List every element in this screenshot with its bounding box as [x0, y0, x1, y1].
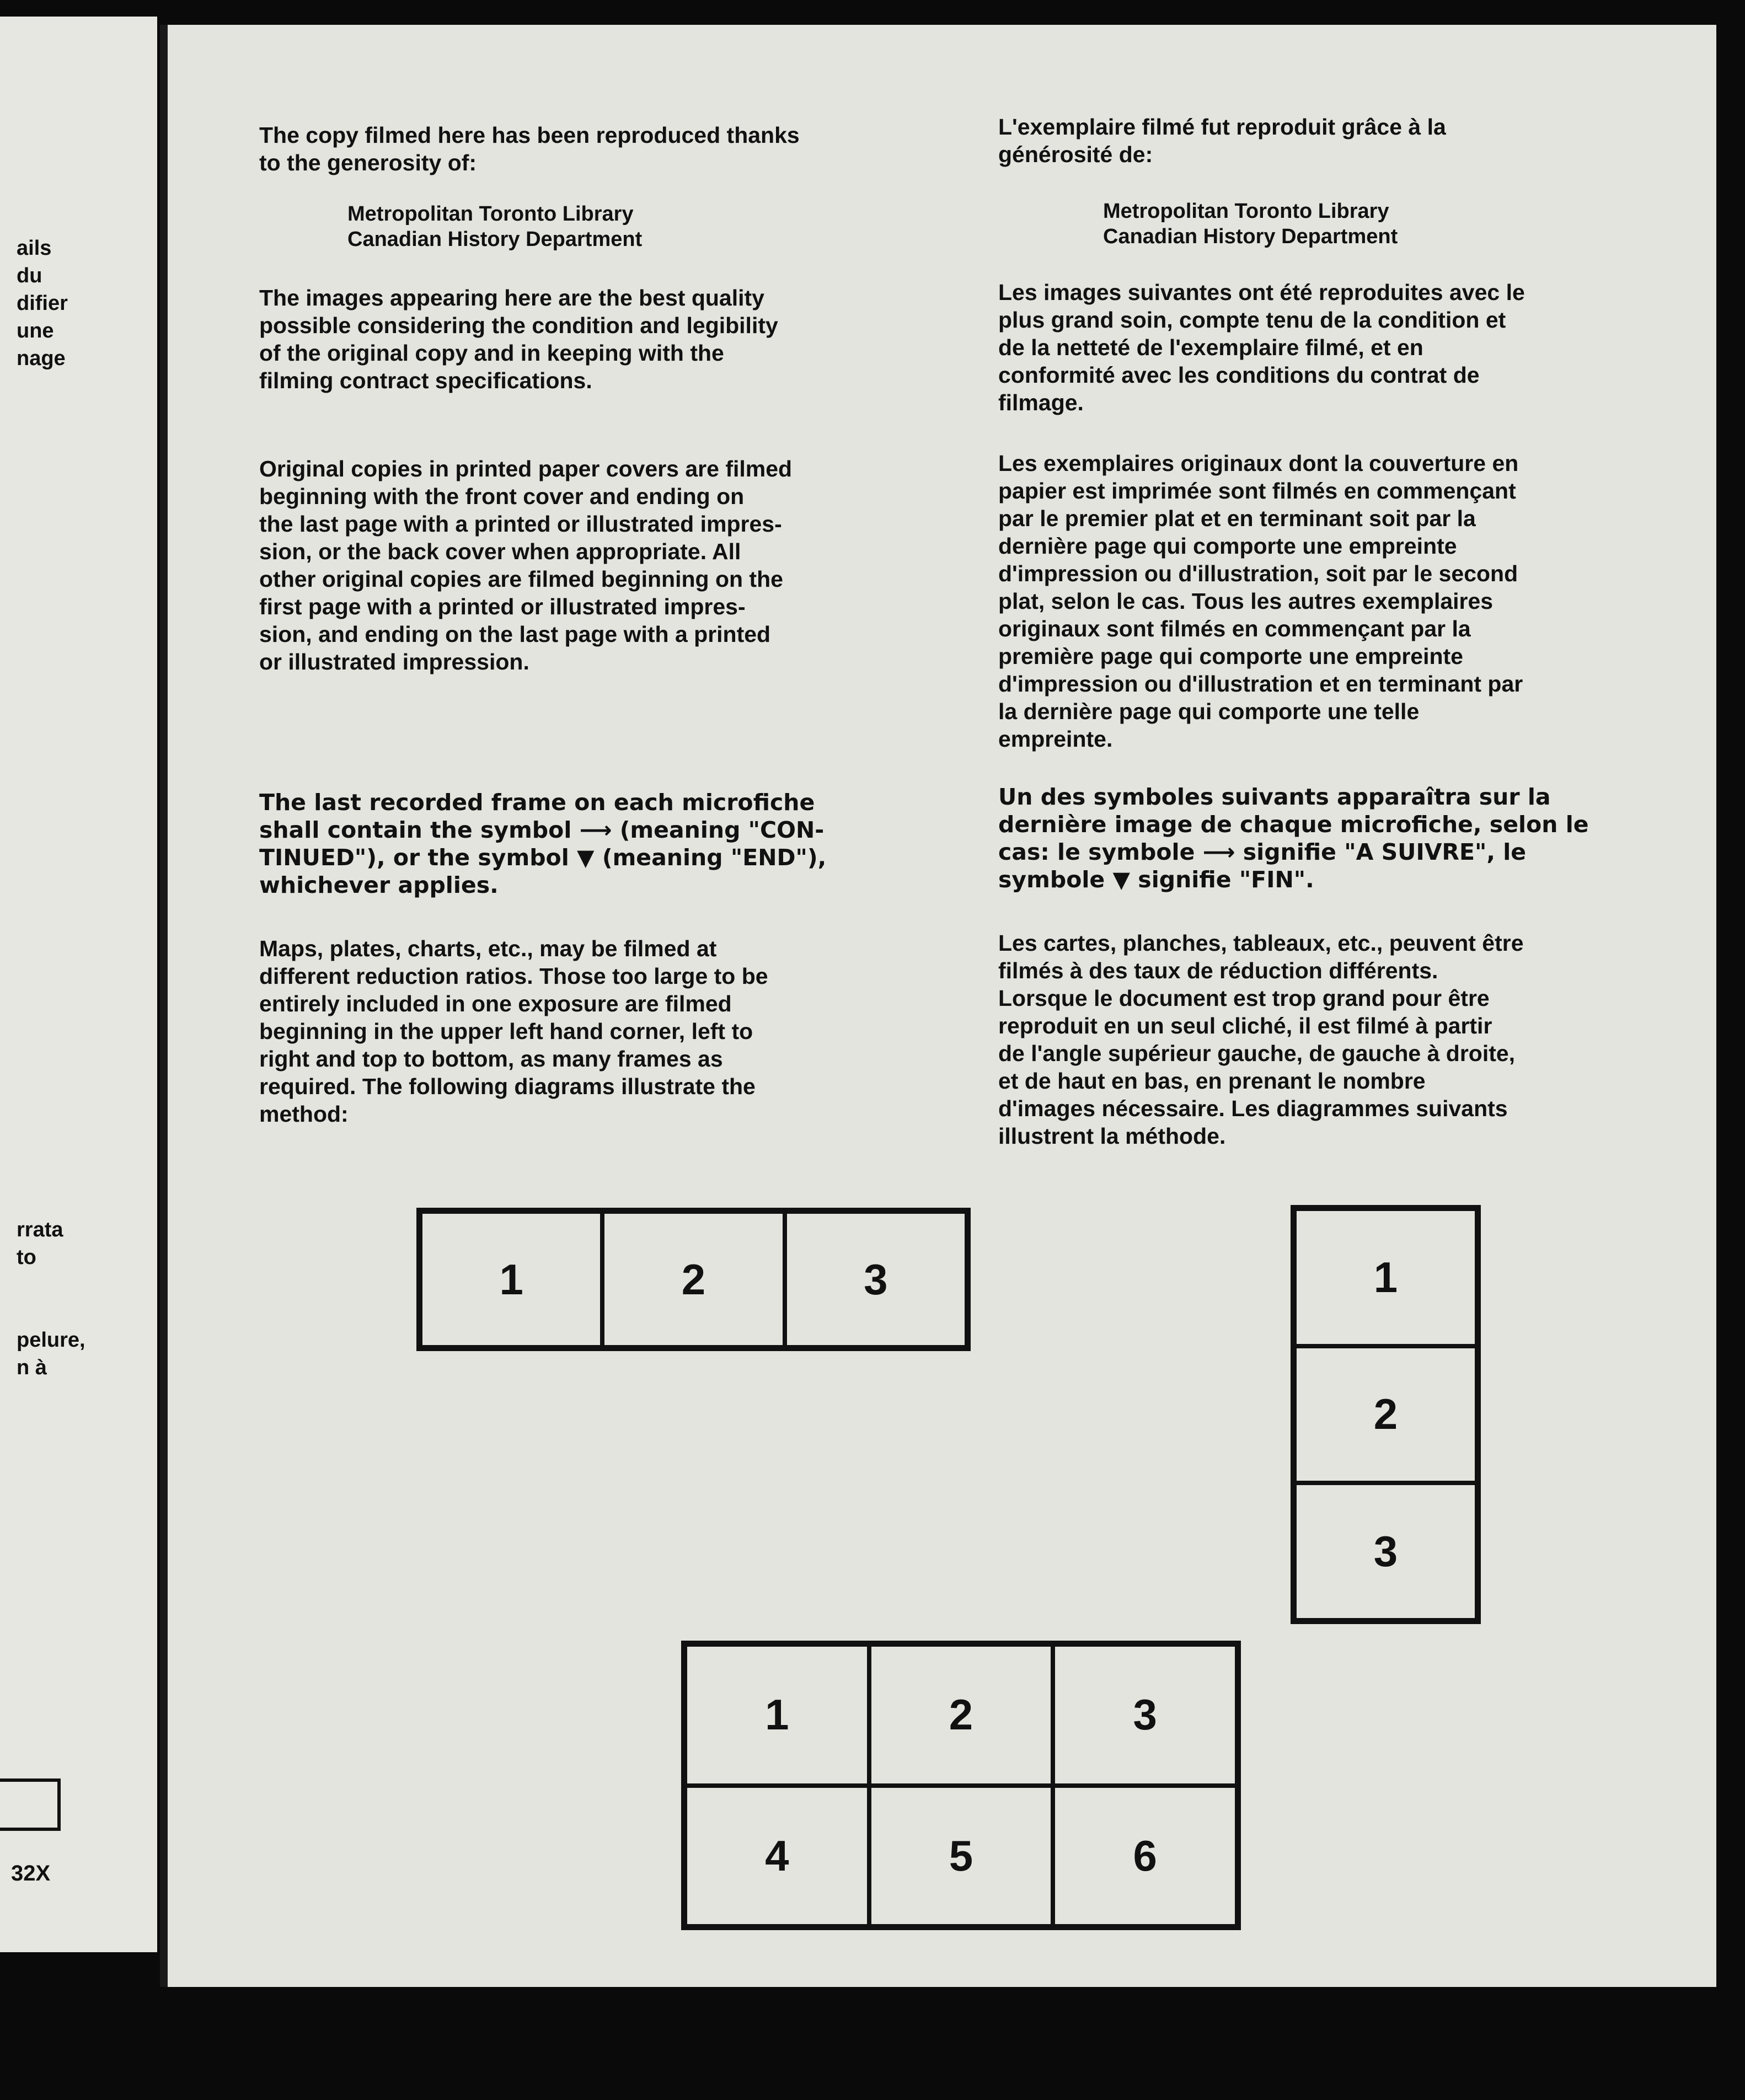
frame-cell: 2	[602, 1212, 784, 1347]
en-symbols: The last recorded frame on each microfiche shall contain the symbol ⟶ (meaning "CON- TINUED"), or the symbol ▼ (meaning "END"), whichever applies.	[259, 789, 827, 898]
diagram-grid	[681, 1641, 1241, 1930]
diagram-vertical	[1291, 1205, 1481, 1624]
fr-quality: Les images suivantes ont été reproduites avec le plus grand soin, compte tenu de la condition et de la netteté de l'exemplaire filmé, et en conformité avec les conditions du contrat de filmage.	[998, 280, 1525, 415]
frame-cell: 1	[1294, 1209, 1477, 1346]
frame-cell: 4	[685, 1786, 869, 1927]
main-page	[160, 25, 1716, 1987]
en-quality: The images appearing here are the best quality possible considering the condition and legibility of the original copy and in keeping with the filming contract specifications.	[259, 285, 778, 393]
fr-institution: Metropolitan Toronto Library Canadian History Department	[1103, 200, 1398, 248]
en-maps: Maps, plates, charts, etc., may be filmed at different reduction ratios. Those too large to be entirely included in one exposure are filmed beginning in the upper left hand corner, left to right and top to bottom, as many frames as required. The following diagrams illustrate the method:	[259, 936, 768, 1127]
frame-cell: 1	[420, 1212, 602, 1347]
en-originals: Original copies in printed paper covers are filmed beginning with the front cover and ending on the last page with a printed or illustrated impres- sion, or the back cover when appropriate. All other original copies are filmed beginning on the first page with a printed or illustrated impres- sion, and ending on the last page with a printed or illustrated impression.	[259, 456, 793, 674]
frame-cell: 2	[869, 1644, 1053, 1786]
fragment-text: rrata	[17, 1218, 63, 1241]
fragment-text: difier	[17, 292, 68, 315]
test-target-box	[0, 1778, 61, 1831]
fragment-text: ails	[17, 237, 52, 260]
fragment-text: nage	[17, 347, 66, 370]
frame-cell: 3	[1053, 1644, 1237, 1786]
frame-cell: 2	[1294, 1346, 1477, 1483]
fr-originals: Les exemplaires originaux dont la couverture en papier est imprimée sont filmés en commençant par le premier plat et en terminant soit par la dernière page qui comporte une empreinte d'impression ou d'illustration, soit par le second plat, selon le cas. Tous les autres exemplaires originaux sont filmés en commençant par la première page qui comporte une empreinte d'impression ou d'illustration et en terminant par la dernière page qui comporte une telle empreinte.	[998, 451, 1523, 752]
frame-cell: 3	[1294, 1483, 1477, 1620]
fr-maps: Les cartes, planches, tableaux, etc., peuvent être filmés à des taux de réduction différents. Lorsque le document est trop grand pour être reproduit en un seul cliché, il est filmé à partir de l'angle supérieur gauche, de gauche à droite, et de haut en bas, en prenant le nombre d'images nécessaire. Les diagrammes suivants illustrent la méthode.	[998, 930, 1524, 1149]
frame-cell: 5	[869, 1786, 1053, 1927]
en-thanks: The copy filmed here has been reproduced thanks to the generosity of:	[259, 122, 800, 175]
fragment-text: du	[17, 264, 42, 287]
en-institution: Metropolitan Toronto Library Canadian History Department	[347, 202, 643, 251]
fr-symbols: Un des symboles suivants apparaîtra sur la dernière image de chaque microfiche, selon le cas: le symbole ⟶ signifie "A SUIVRE", le symbole ▼ signifie "FIN".	[998, 784, 1589, 893]
diagram-horizontal	[416, 1208, 971, 1351]
fr-thanks: L'exemplaire filmé fut reproduit grâce à la générosité de:	[998, 114, 1446, 167]
fragment-text: une	[17, 319, 54, 342]
previous-page-edge	[0, 17, 157, 1952]
frame-cell: 3	[785, 1212, 967, 1347]
fragment-text: to	[17, 1246, 36, 1269]
frame-cell: 6	[1053, 1786, 1237, 1927]
fragment-text: pelure,	[17, 1328, 85, 1352]
corner-label: 32X	[11, 1861, 51, 1885]
fragment-text: n à	[17, 1356, 47, 1379]
frame-cell: 1	[685, 1644, 869, 1786]
